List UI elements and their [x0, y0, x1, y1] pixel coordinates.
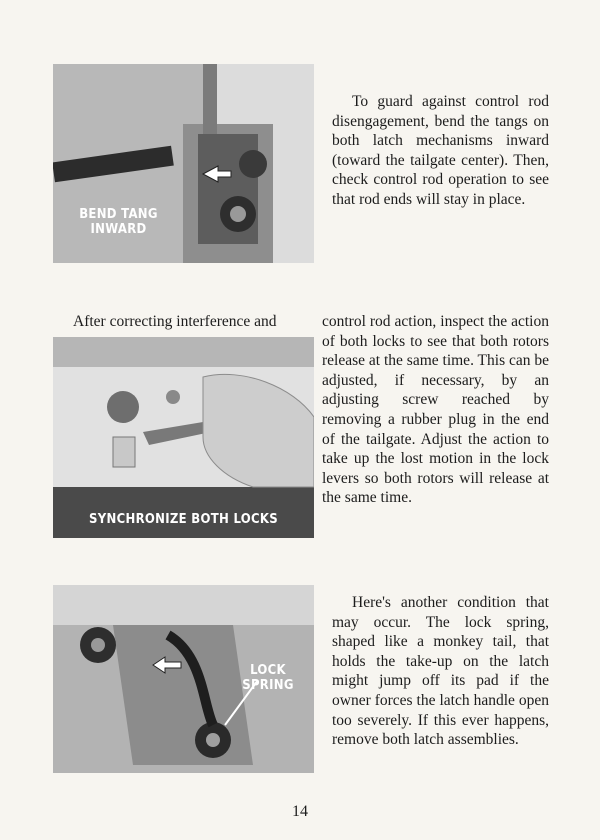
photo-synchronize-locks	[53, 337, 314, 538]
photo-caption-bend-tang	[71, 207, 166, 237]
paragraph-text: To guard against control rod disengagement, bend the tangs on both latch mechanisms inward (toward the tailgate center). Then, check control rod operation to see that rod ends will stay in place.	[332, 93, 549, 208]
paragraph-bend-tang	[332, 92, 549, 210]
page-number: 14	[292, 803, 308, 820]
caption-line-1: BEND TANG	[79, 207, 158, 222]
paragraph-text: Here's another condition that may occur. The lock spring, shaped like a monkey tail, that holds the take-up on the latch might jump off its pad if the owner forces the latch handle open too severely. If this ever happens, remove both latch assemblies.	[332, 594, 549, 749]
caption-line-2: INWARD	[90, 222, 147, 237]
photo-bend-tang	[53, 64, 314, 263]
tailgate-end-illustration	[53, 337, 314, 538]
paragraph-text: control rod action, inspect the action of both locks to see that both rotors release at the same time. This can be adjusted, if necessary, by an adjusting screw reached by removing a rubber plug in the end of the tailgate. Adjust the action to take up the lost motion in the lock levers so both rotors will release at the same time.	[322, 313, 549, 507]
paragraph-lead: After correcting interference and	[73, 313, 277, 330]
photo-caption-synchronize: SYNCHRONIZE BOTH LOCKS	[89, 512, 278, 527]
photo-lock-spring	[53, 585, 314, 773]
paragraph-synchronize	[322, 312, 549, 508]
photo-caption-lock-spring: LOCK SPRING	[242, 663, 294, 693]
paragraph-lock-spring	[332, 593, 549, 750]
